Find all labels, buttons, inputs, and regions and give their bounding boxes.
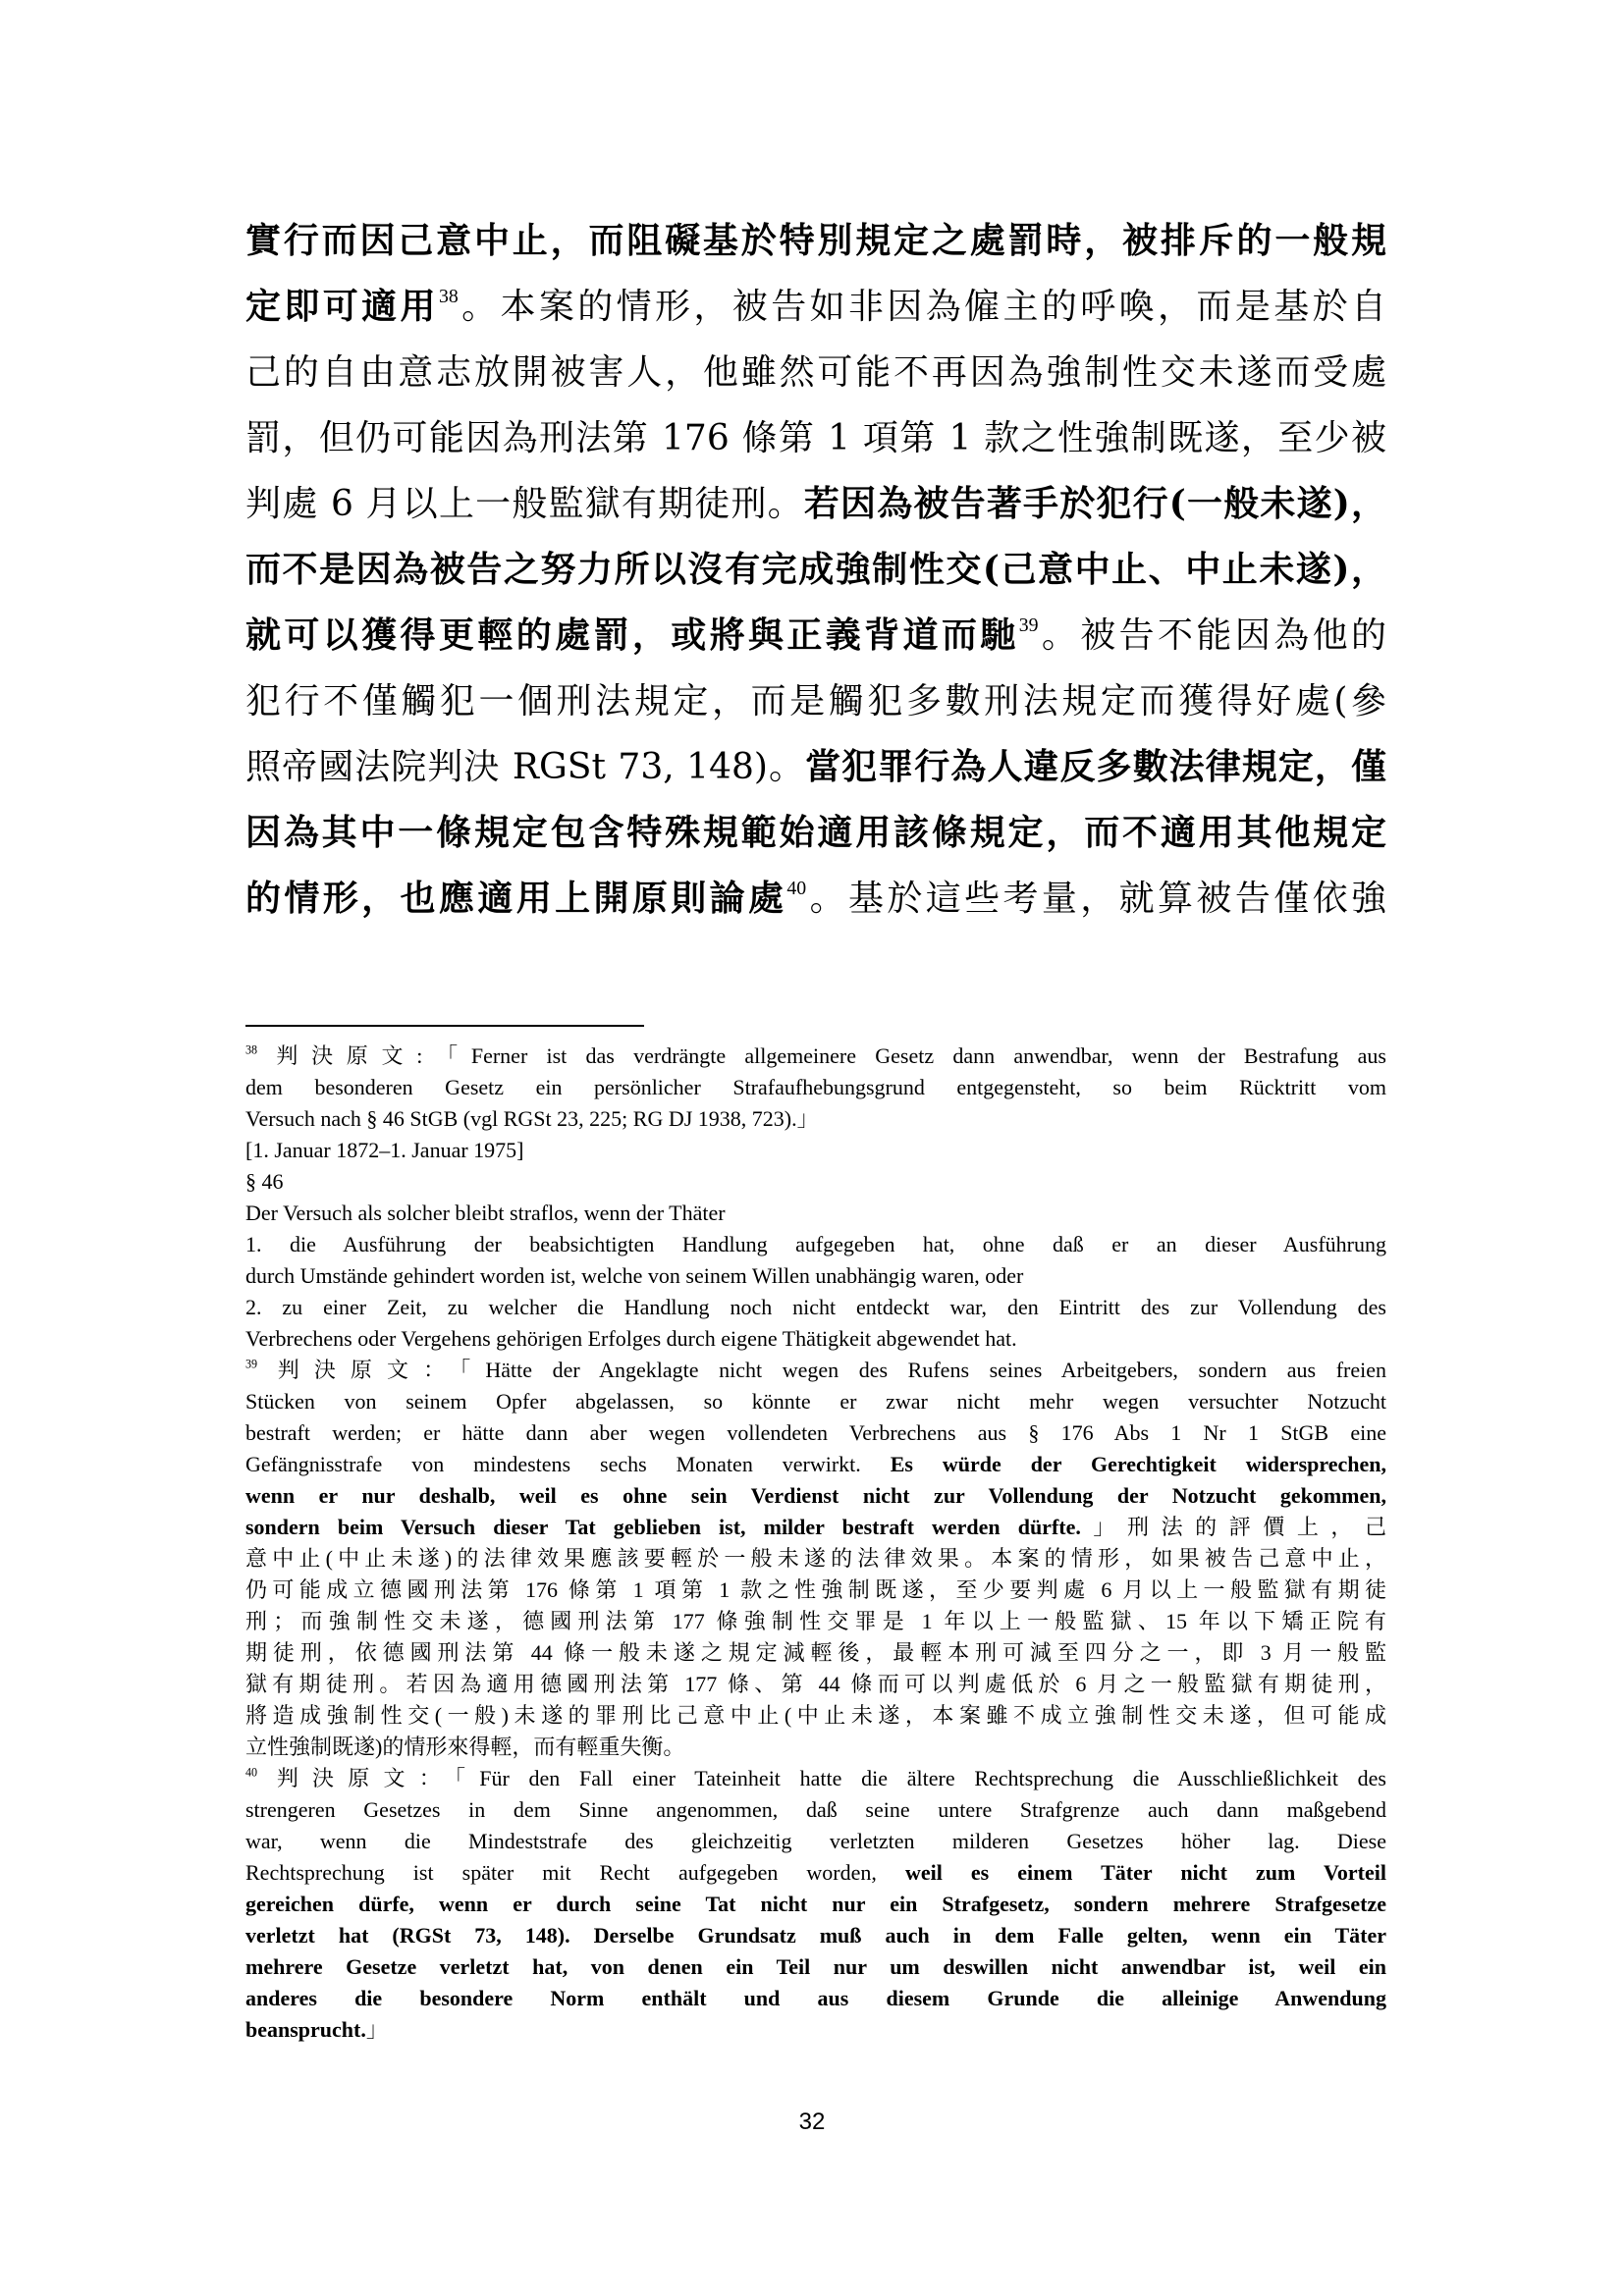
footnote-line [245, 1166, 1386, 1198]
footnote-line [245, 1480, 1386, 1512]
text: 」刑法的評價上，己 [1080, 1515, 1386, 1539]
footnote-line [245, 1794, 1386, 1826]
text: 將造成強制性交(一般)未遂的罪刑比己意中止(中止未遂，本案雖不成立強制性交未遂，但可能成 [245, 1703, 1386, 1728]
text: 。被告不能因為他的 [1038, 615, 1386, 656]
footnote-line [245, 1198, 1386, 1229]
body-line [245, 274, 1386, 340]
footnote-line [245, 1260, 1386, 1292]
footnote-line [245, 1575, 1386, 1606]
footnote-line [245, 1417, 1386, 1449]
bold-text: verletzt hat (RGSt 73, 148). Derselbe Grundsatz muß auch in dem Falle gelten, wenn ein Täter [245, 1923, 1386, 1948]
body-text [245, 208, 1386, 932]
text: 1. die Ausführung der beabsichtigten Handlung aufgegeben hat, ohne daß er an dieser Ausführung [245, 1232, 1386, 1256]
bold-text: wenn er nur deshalb, weil es ohne sein Verdienst nicht zur Vollendung der Notzucht gekommen, [245, 1483, 1386, 1508]
text: [1. Januar 1872–1. Januar 1975] [245, 1138, 524, 1162]
text: 立性強制既遂)的情形來得輕，而有輕重失衡。 [245, 1735, 685, 1759]
bold-text: anderes die besondere Norm enthält und aus diesem Grunde die alleinige Anwendung [245, 1986, 1386, 2010]
bold-text: sondern beim Versuch dieser Tat geblieben ist, milder bestraft werden dürfte. [245, 1515, 1081, 1539]
body-line [245, 340, 1386, 405]
text: 獄有期徒刑。若因為適用德國刑法第 177 條、第 44 條而可以判處低於 6 月之一般監獄有期徒刑， [245, 1672, 1386, 1696]
text: 照帝國法院判決 RGSt 73, 148)。 [245, 747, 806, 787]
text: 2. zu einer Zeit, zu welcher die Handlung noch nicht entdeckt war, den Eintritt des zur Vollendung des [245, 1295, 1386, 1319]
text: durch Umstände gehindert worden ist, welche von seinem Willen unabhängig waren, oder [245, 1263, 1024, 1288]
text: dem besonderen Gesetz ein persönlicher Strafaufhebungsgrund entgegensteht, so beim Rücktritt vom [245, 1075, 1386, 1099]
footnote-line [245, 1449, 1386, 1480]
text: 。本案的情形，被告如非因為僱主的呼喚，而是基於自 [458, 287, 1386, 327]
body-line [245, 866, 1386, 932]
footnote-reference: 40 [786, 878, 807, 900]
footnote-line [245, 1229, 1386, 1260]
bold-text: 若因為被告著手於犯行(一般未遂)， [803, 483, 1386, 524]
text: Stücken von seinem Opfer abgelassen, so könnte er zwar nicht mehr wegen versuchter Notzucht [245, 1389, 1386, 1414]
text: strengeren Gesetzes in dem Sinne angenommen, daß seine untere Strafgrenze auch dann maßgebend [245, 1797, 1386, 1822]
text: Rechtsprechung ist später mit Recht aufgegeben worden, [245, 1860, 905, 1885]
bold-text: mehrere Gesetze verletzt hat, von denen ein Teil nur um deswillen nicht anwendbar ist, weil ein [245, 1954, 1386, 1979]
bold-text: 就可以獲得更輕的處罰，或將與正義背道而馳 [245, 614, 1019, 656]
footnote-line [245, 1323, 1386, 1355]
bold-text: 而不是因為被告之努力所以沒有完成強制性交(己意中止、中止未遂)， [245, 549, 1386, 590]
text: 己的自由意志放開被害人，他雖然可能不再因為強制性交未遂而受處 [245, 352, 1386, 393]
text: § 46 [245, 1169, 284, 1194]
body-line [245, 405, 1386, 471]
footnote-line [245, 1292, 1386, 1323]
text: war, wenn die Mindeststrafe des gleichzeitig verletzten milderen Gesetzes höher lag. Diese [245, 1829, 1386, 1853]
footnote-line [245, 1763, 1386, 1794]
text: Versuch nach § 46 StGB (vgl RGSt 23, 225; RG DJ 1938, 723).」 [245, 1106, 819, 1131]
text: 犯行不僅觸犯一個刑法規定，而是觸犯多數刑法規定而獲得好處(參 [245, 681, 1386, 721]
bold-text: 當犯罪行為人違反多數法律規定，僅 [805, 746, 1386, 787]
footnote-line [245, 1983, 1386, 2014]
footnote-line [245, 1732, 1386, 1763]
footnote-line [245, 1637, 1386, 1669]
footnote-line [245, 2014, 1386, 2046]
text: 刑；而強制性交未遂，德國刑法第 177 條強制性交罪是 1 年以上一般監獄、15 年以下矯正院有 [245, 1609, 1386, 1633]
footnote-reference: 39 [245, 1357, 258, 1371]
body-line [245, 208, 1386, 274]
bold-text: 實行而因己意中止，而阻礙基於特別規定之處罰時，被排斥的一般規 [245, 220, 1386, 261]
text: bestraft werden; er hätte dann aber wegen vollendeten Verbrechens aus § 176 Abs 1 Nr 1 StGB eine [245, 1420, 1386, 1445]
body-line [245, 537, 1386, 603]
bold-text: gereichen dürfe, wenn er durch seine Tat nicht nur ein Strafgesetz, sondern mehrere Strafgesetze [245, 1892, 1386, 1916]
body-line [245, 734, 1386, 800]
text: 意中止(中止未遂)的法律效果應該要輕於一般未遂的法律效果。本案的情形，如果被告己意中止， [245, 1546, 1386, 1571]
footnote-line [245, 1512, 1386, 1543]
bold-text: 的情形，也應適用上開原則論處 [245, 878, 787, 919]
footnote-line [245, 1041, 1386, 1072]
footnote-line [245, 1889, 1386, 1920]
footnote-line [245, 1700, 1386, 1732]
footnote-line [245, 1135, 1386, 1166]
body-line [245, 471, 1386, 537]
text: 。基於這些考量，就算被告僅依強 [806, 879, 1386, 919]
text: 判處 6 月以上一般監獄有期徒刑。 [245, 484, 804, 524]
bold-text: 定即可適用 [245, 286, 439, 327]
footnote-line [245, 1857, 1386, 1889]
text: 判決原文：「Für den Fall einer Tateinheit hatte die ältere Rechtsprechung die Ausschließlichkeit des [257, 1766, 1386, 1790]
text: 期徒刑，依德國刑法第 44 條一般未遂之規定減輕後，最輕本刑可減至四分之一，即 3 月一般監 [245, 1640, 1386, 1665]
bold-text: weil es einem Täter nicht zum Vorteil [904, 1860, 1386, 1885]
footnote-reference: 40 [245, 1765, 258, 1780]
footnote-line [245, 1543, 1386, 1575]
footnote-reference: 38 [438, 286, 459, 308]
text: 判決原文：「Hätte der Angeklagte nicht wegen des Rufens seines Arbeitgebers, sondern aus freien [257, 1358, 1386, 1382]
page-number: 32 [798, 2109, 826, 2135]
footnote-reference: 38 [245, 1042, 258, 1057]
text: 判決原文:「Ferner ist das verdrängte allgemeinere Gesetz dann anwendbar, wenn der Bestrafung aus [257, 1043, 1386, 1068]
body-line [245, 800, 1386, 866]
bold-text: 因為其中一條規定包含特殊規範始適用該條規定，而不適用其他規定 [245, 812, 1386, 853]
footnote-line [245, 1072, 1386, 1103]
text: 罰，但仍可能因為刑法第 176 條第 1 項第 1 款之性強制既遂，至少被 [245, 418, 1386, 458]
footnote-line [245, 1386, 1386, 1417]
text: 」 [365, 2017, 388, 2042]
footnote-line [245, 1826, 1386, 1857]
footnote-separator [245, 1025, 644, 1027]
footnote-line [245, 1355, 1386, 1386]
footnote-reference: 39 [1018, 614, 1039, 637]
footnote-line [245, 1103, 1386, 1135]
footnotes [245, 1041, 1386, 2046]
text: Gefängnisstrafe von mindestens sechs Monaten verwirkt. [245, 1452, 891, 1476]
text: Verbrechens oder Vergehens gehörigen Erfolges durch eigene Thätigkeit abgewendet hat. [245, 1326, 1017, 1351]
bold-text: Es würde der Gerechtigkeit widersprechen, [890, 1452, 1386, 1476]
footnote-line [245, 1669, 1386, 1700]
text: Der Versuch als solcher bleibt straflos, wenn der Thäter [245, 1201, 726, 1225]
text: 仍可能成立德國刑法第 176 條第 1 項第 1 款之性強制既遂，至少要判處 6 月以上一般監獄有期徒 [245, 1577, 1386, 1602]
footnote-line [245, 1951, 1386, 1983]
body-line [245, 668, 1386, 734]
footnote-line [245, 1920, 1386, 1951]
body-line [245, 603, 1386, 668]
bold-text: beansprucht. [245, 2017, 366, 2042]
footnote-line [245, 1606, 1386, 1637]
